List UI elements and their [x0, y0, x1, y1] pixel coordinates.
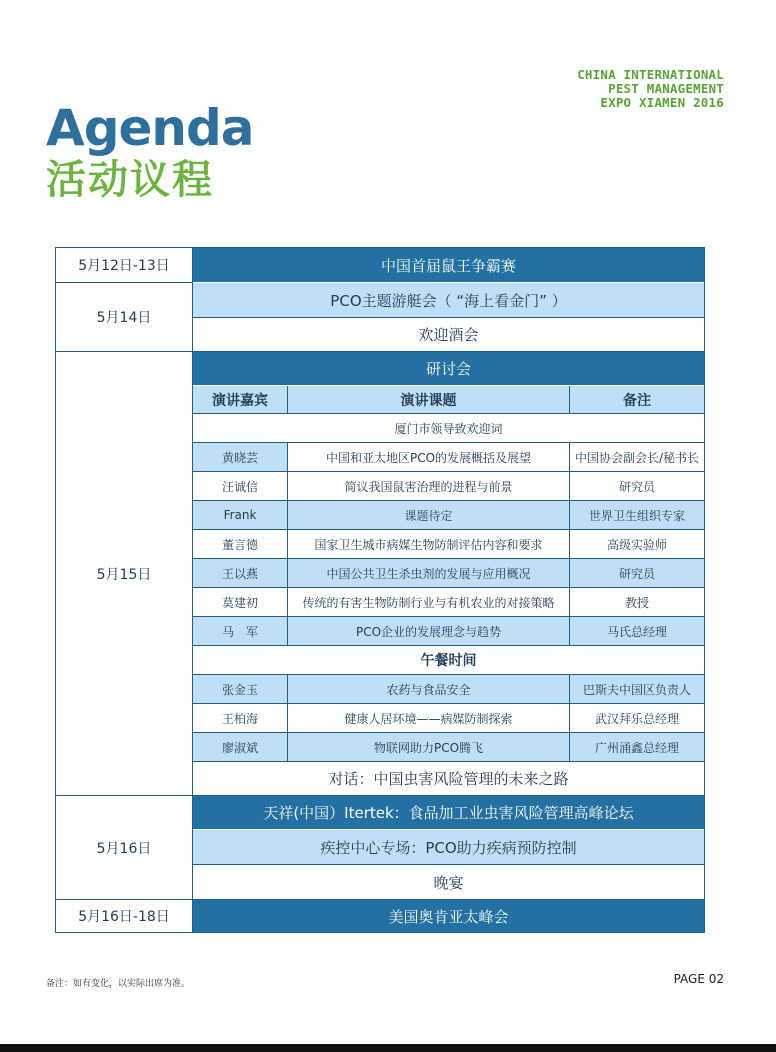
event-cell: PCO主题游艇会（ “海上看金门” ） — [193, 283, 704, 318]
note-cell: 教授 — [570, 588, 704, 617]
speaker-cell: 廖淑斌 — [193, 733, 288, 762]
topic-cell: 健康人居环境——病媒防制探索 — [288, 704, 570, 733]
lunch-break: 午餐时间 — [193, 646, 704, 675]
event-cell: 美国奥肯亚太峰会 — [193, 900, 704, 932]
event-cell: 天祥(中国）Itertek：食品加工业虫害风险管理高峰论坛 — [193, 796, 704, 830]
column-header-topic: 演讲课题 — [288, 386, 570, 414]
seminar-header: 研讨会 — [193, 352, 704, 386]
note-cell: 马氏总经理 — [570, 617, 704, 646]
note-cell: 武汉拜乐总经理 — [570, 704, 704, 733]
speaker-cell: 汪诚信 — [193, 472, 288, 501]
speaker-cell: 黄晓芸 — [193, 443, 288, 472]
page-title-cn: 活动议程 — [46, 157, 214, 203]
expo-line-1: CHINA INTERNATIONAL — [577, 67, 724, 82]
topic-cell: 简议我国鼠害治理的进程与前景 — [288, 472, 570, 501]
note-cell: 巴斯夫中国区负责人 — [570, 675, 704, 704]
column-header-note: 备注 — [570, 386, 704, 414]
speaker-cell: 董言德 — [193, 530, 288, 559]
topic-cell: PCO企业的发展理念与趋势 — [288, 617, 570, 646]
date-cell: 5月12日-13日 — [56, 248, 193, 283]
event-cell: 晚宴 — [193, 865, 704, 900]
speaker-cell: 王柏海 — [193, 704, 288, 733]
agenda-table — [55, 247, 705, 933]
date-cell: 5月15日 — [56, 352, 193, 796]
speaker-cell: Frank — [193, 501, 288, 530]
note-cell: 研究员 — [570, 559, 704, 588]
topic-cell: 中国和亚太地区PCO的发展概括及展望 — [288, 443, 570, 472]
expo-line-2: PEST MANAGEMENT — [608, 81, 724, 96]
bottom-rule — [0, 1044, 776, 1052]
topic-cell: 物联网助力PCO腾飞 — [288, 733, 570, 762]
expo-line-3: EXPO XIAMEN 2016 — [600, 95, 724, 110]
speaker-cell: 莫建初 — [193, 588, 288, 617]
expo-branding — [577, 68, 724, 110]
dialogue-session: 对话：中国虫害风险管理的未来之路 — [193, 762, 704, 796]
note-cell: 世界卫生组织专家 — [570, 501, 704, 530]
footer-note: 备注：如有变化，以实际出席为准。 — [46, 979, 191, 989]
event-cell: 疾控中心专场：PCO助力疾病预防控制 — [193, 830, 704, 865]
note-cell: 广州涌鑫总经理 — [570, 733, 704, 762]
event-cell: 欢迎酒会 — [193, 318, 704, 352]
speaker-cell: 马 军 — [193, 617, 288, 646]
opening-speech: 厦门市领导致欢迎词 — [193, 414, 704, 443]
page-title-en: Agenda — [46, 99, 254, 157]
speaker-cell: 张金玉 — [193, 675, 288, 704]
date-cell: 5月16日-18日 — [56, 900, 193, 932]
column-header-speaker: 演讲嘉宾 — [193, 386, 288, 414]
topic-cell: 农药与食品安全 — [288, 675, 570, 704]
note-cell: 研究员 — [570, 472, 704, 501]
topic-cell: 国家卫生城市病媒生物防制评估内容和要求 — [288, 530, 570, 559]
topic-cell: 课题待定 — [288, 501, 570, 530]
date-cell: 5月14日 — [56, 283, 193, 352]
date-cell: 5月16日 — [56, 796, 193, 900]
topic-cell: 传统的有害生物防制行业与有机农业的对接策略 — [288, 588, 570, 617]
note-cell: 中国协会副会长/秘书长 — [570, 443, 704, 472]
page-number: PAGE 02 — [673, 972, 724, 986]
speaker-cell: 王以燕 — [193, 559, 288, 588]
note-cell: 高级实验师 — [570, 530, 704, 559]
event-cell: 中国首届鼠王争霸赛 — [193, 248, 704, 283]
topic-cell: 中国公共卫生杀虫剂的发展与应用概况 — [288, 559, 570, 588]
